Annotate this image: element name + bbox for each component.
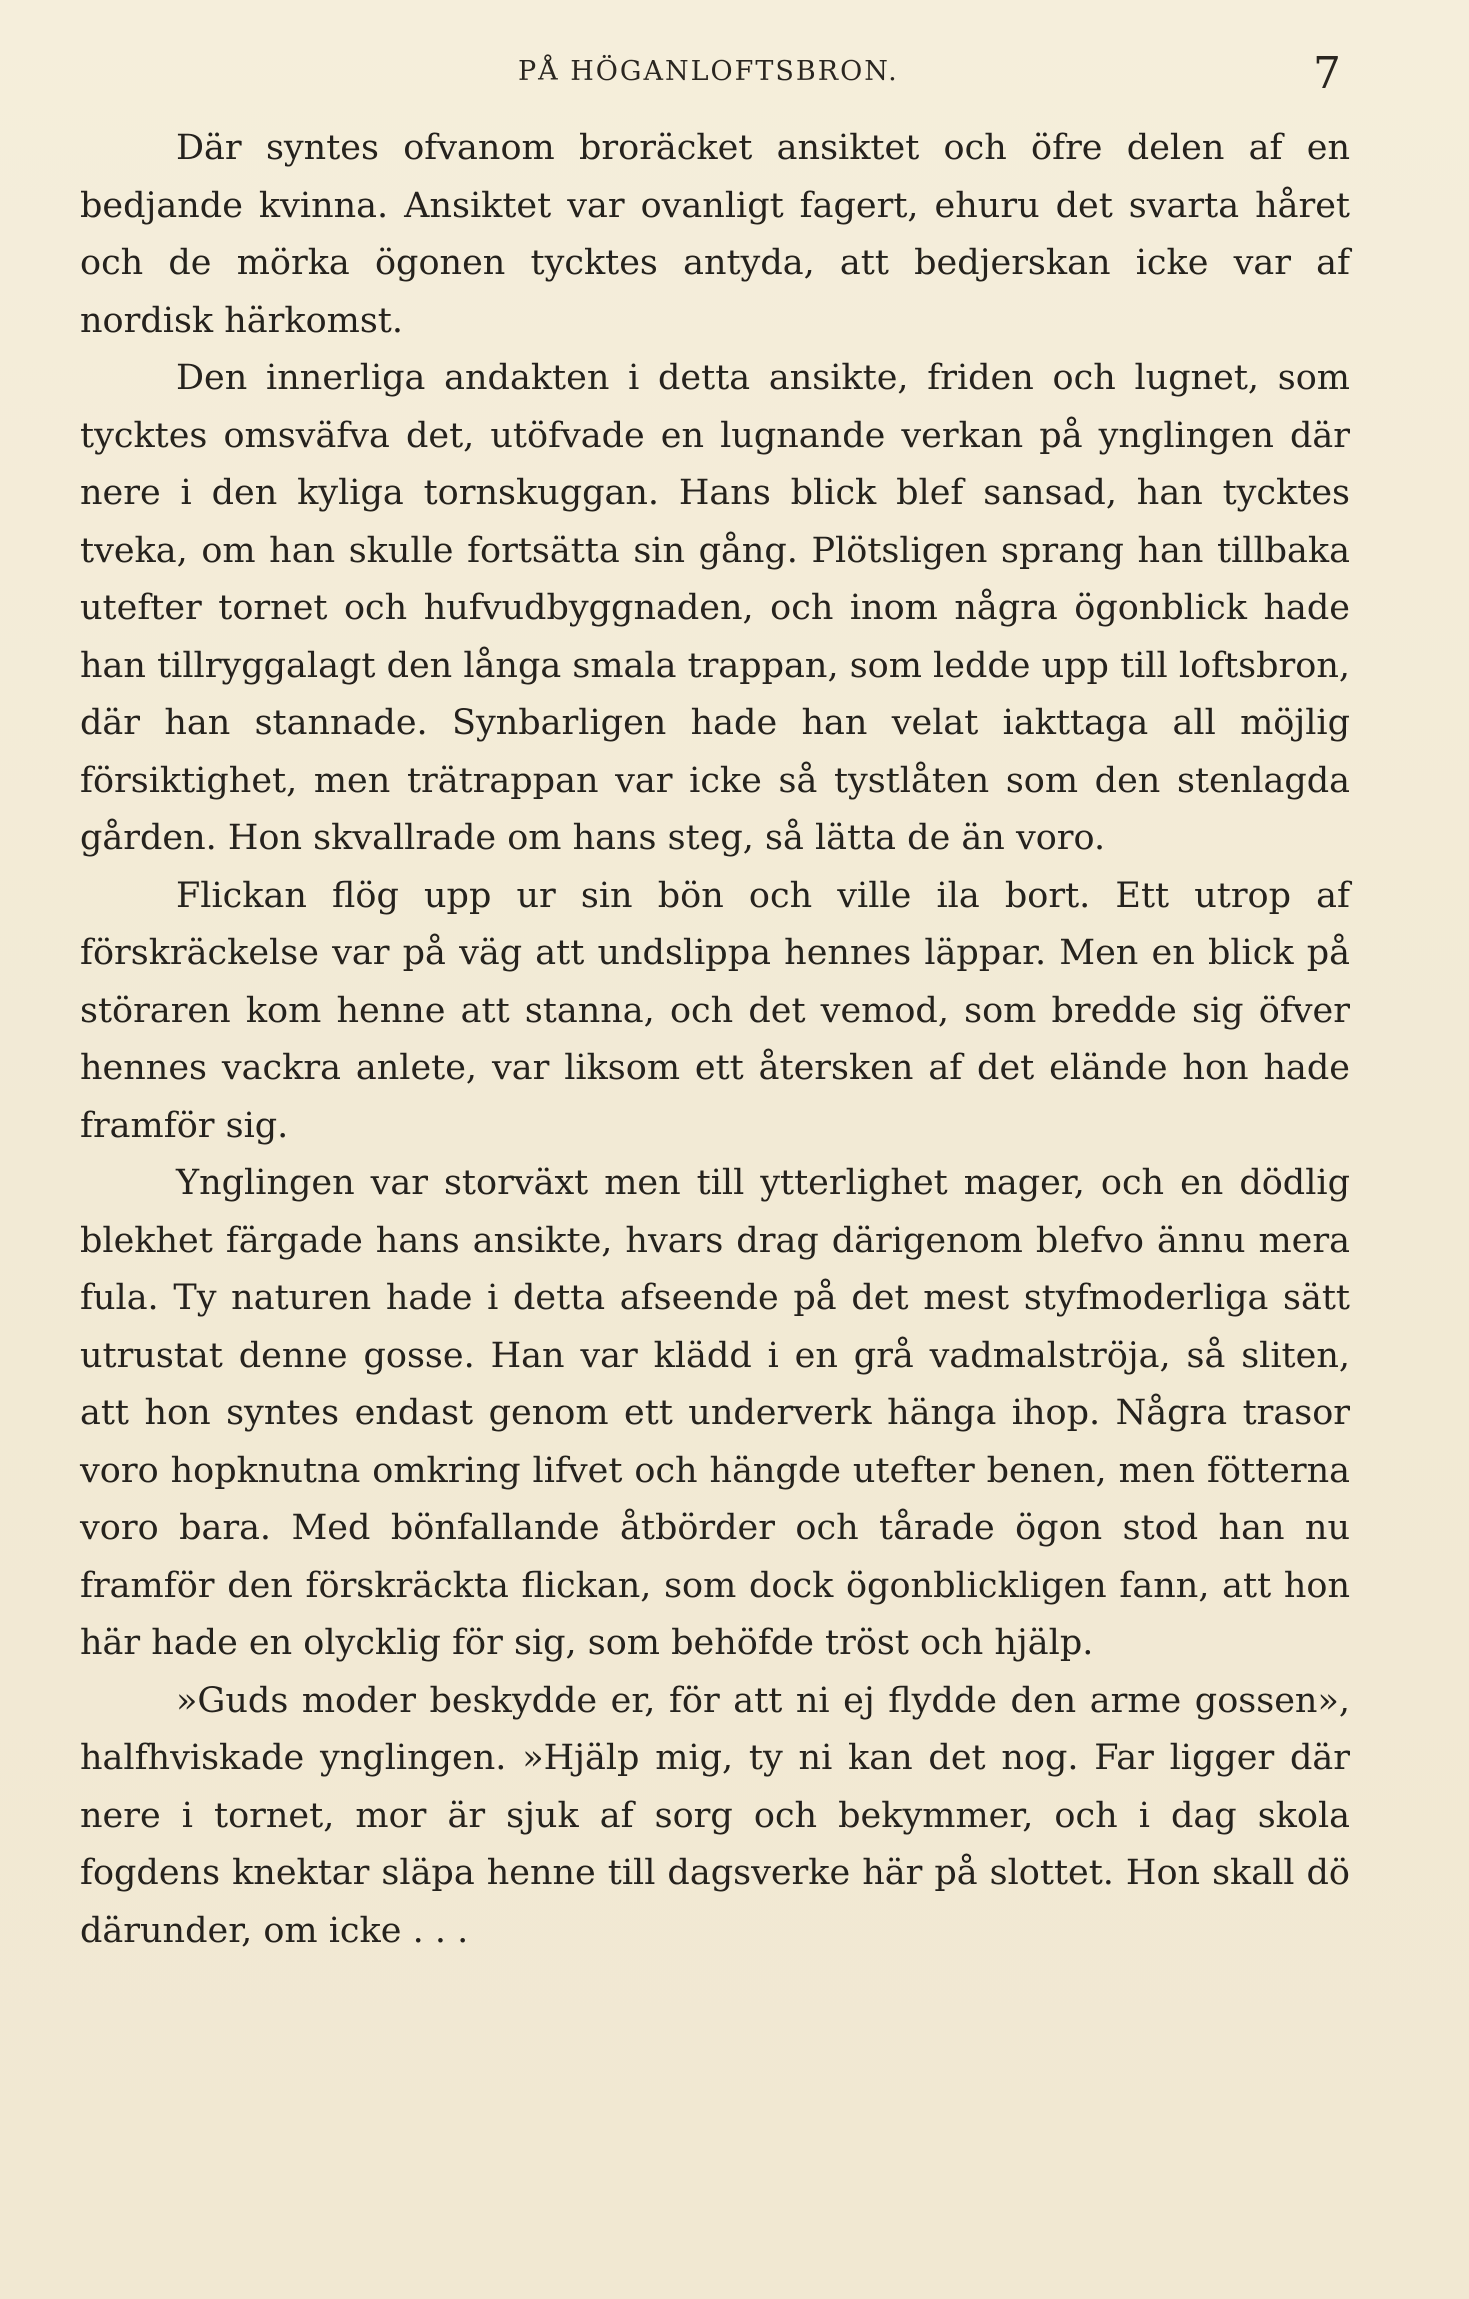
paragraph: Den innerliga andakten i detta ansikte, friden och lugnet, som tycktes omsväfva det, utöfvade en lugnande verkan på ynglingen där nere i den kyliga tornskuggan. Hans blick blef sansad, han tycktes tveka, om han skulle fortsätta sin gång. Plötsligen sprang han tillbaka utefter tornet och hufvudbyggnaden, och inom några ögonblick hade han tillryggalagt den långa smala trappan, som ledde upp till loftsbron, där han stannade. Synbarligen hade han velat iakttaga all möjlig försiktighet, men trätrappan var icke så tystlåten som den stenlagda gården. Hon skvallrade om hans steg, så lätta de än voro. — [80, 358, 1350, 858]
running-title: PÅ HÖGANLOFTSBRON. — [518, 56, 899, 87]
running-head — [0, 50, 1469, 110]
paragraph: Där syntes ofvanom broräcket ansiktet och öfre delen af en bedjande kvinna. Ansiktet var ovanligt fagert, ehuru det svarta håret och de mörka ögonen tycktes antyda, att bedjerskan icke var af nordisk härkomst. — [80, 128, 1350, 341]
body-text — [80, 120, 1350, 1960]
paragraph: »Guds moder beskydde er, för att ni ej flydde den arme gossen», halfhviskade ynglingen. »Hjälp mig, ty ni kan det nog. Far ligger där nere i tornet, mor är sjuk af sorg och bekymmer, och i dag skola fogdens knektar släpa henne till dagsverke här på slottet. Hon skall dö därunder, om icke . . . — [80, 1680, 1350, 1951]
paragraph: Ynglingen var storväxt men till ytterlighet mager, och en dödlig blekhet färgade hans ansikte, hvars drag därigenom blefvo ännu mera fula. Ty naturen hade i detta afseende på det mest styfmoderliga sätt utrustat denne gosse. Han var klädd i en grå vadmalströja, så sliten, att hon syntes endast genom ett underverk hänga ihop. Några trasor voro hopknutna omkring lifvet och hängde utefter benen, men fötterna voro bara. Med bönfallande åtbörder och tårade ögon stod han nu framför den förskräckta flickan, som dock ögonblickligen fann, att hon här hade en olycklig för sig, som behöfde tröst och hjälp. — [80, 1163, 1350, 1663]
page-number: 7 — [1313, 48, 1341, 99]
paragraph: Flickan flög upp ur sin bön och ville ila bort. Ett utrop af förskräckelse var på väg att undslippa hennes läppar. Men en blick på störaren kom henne att stanna, och det vemod, som bredde sig öfver hennes vackra anlete, var liksom ett återsken af det elände hon hade framför sig. — [80, 875, 1350, 1146]
